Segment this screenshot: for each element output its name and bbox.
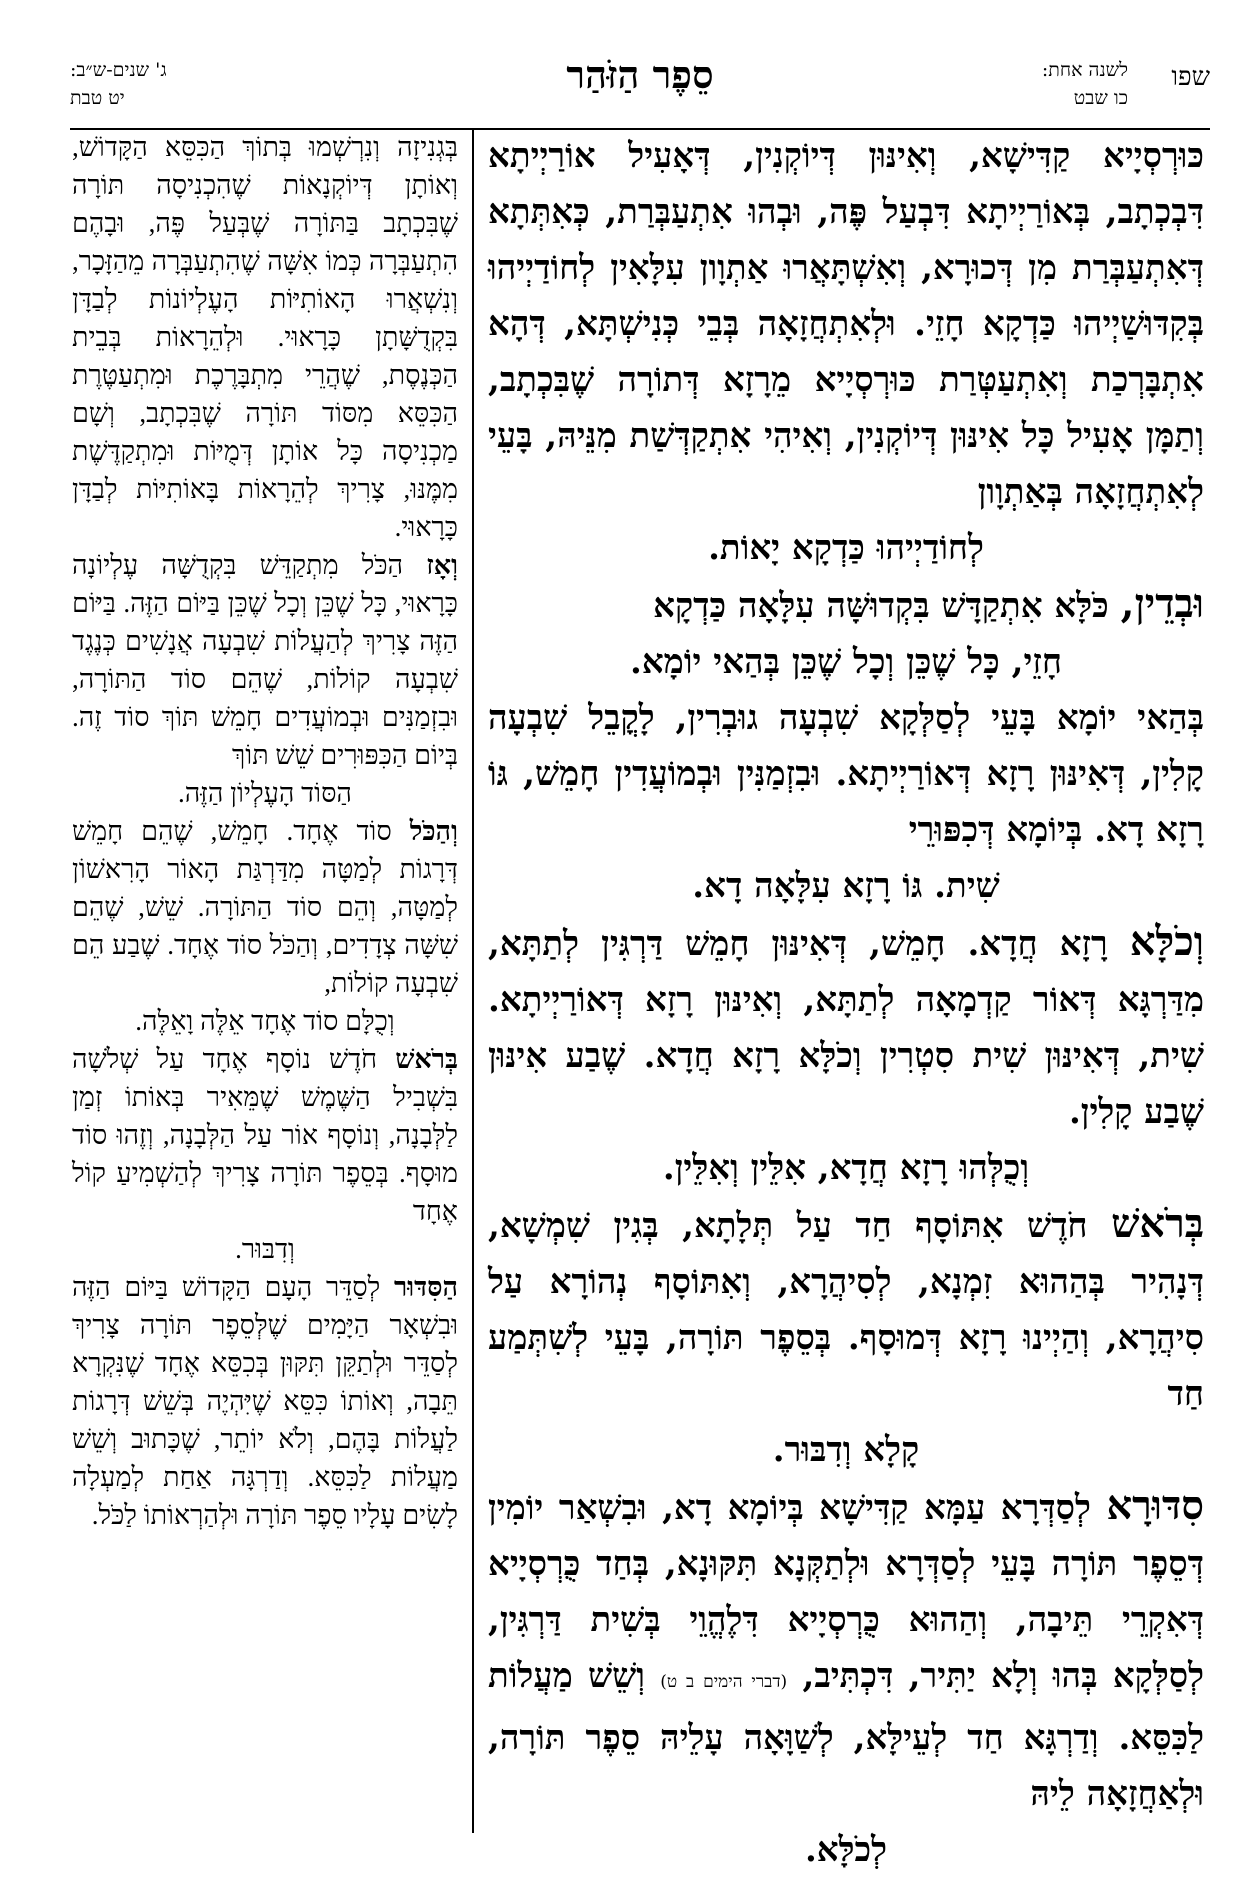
hebrew-translation-column — [72, 128, 458, 1534]
paragraph-opener: בְּרֹאשׁ — [1111, 1200, 1204, 1247]
side-paragraph-2: וְאָז הַכֹּל מִתְקַדֵּשׁ בִּקְדֻשָּׁה עֶלְיוֹנָה כָּרָאוּי, כָּל שֶׁכֵּן וְכָל שֶׁכֵּן בַּיּוֹם הַזֶּה. בַּיּוֹם הַזֶּה צָרִיךְ לְהַעֲלוֹת שִׁבְעָה אֲנָשִׁים כְּנֶגֶד שִׁבְעָה קוֹלוֹת, שֶׁהֵם סוֹד הַתּוֹרָה, וּבִזְמַנִּים וּבְמוֹעֲדִים חָמֵשׁ תּוֹךְ סוֹד זֶה. בְּיוֹם הַכִּפּוּרִים שֵׁשׁ תּוֹךְ — [72, 550, 459, 770]
paragraph-opener: הַסִּדּוּר — [393, 1272, 459, 1302]
schedule-one-year-label: לשנה אחת: — [1041, 59, 1128, 81]
main-paragraph-5-last: קָלָא וְדִבּוּר. — [772, 1430, 920, 1470]
schedule-one-year-date: כו שבט — [1073, 87, 1128, 109]
schedule-three-years — [70, 56, 167, 112]
column-divider — [472, 128, 474, 1833]
side-paragraph-3: וְהַכֹּל סוֹד אֶחָד. חָמֵשׁ, שֶׁהֵם חָמֵשׁ דְּרָגוֹת לְמַטָּה מִדַּרְגַּת הָאוֹר הָרִאשׁוֹן לְמַטָּה, וְהֵם סוֹד הַתּוֹרָה. שֵׁשׁ, שֶׁהֵם שִׁשָּׁה צְדָדִים, וְהַכֹּל סוֹד אֶחָד. שֶׁבַע הֵם שִׁבְעָה קוֹלוֹת, — [72, 816, 458, 998]
side-paragraph-1: בְּגְנִיזָה וְנִרְשְׁמוּ בְּתוֹךְ הַכִּסֵּא הַקָּדוֹשׁ, וְאוֹתָן דְּיוֹקְנָאוֹת שֶׁהִכְנִיסָה תּוֹרָה שֶׁבִּכְתָב בַּתּוֹרָה שֶׁבְּעַל פֶּה, וּבָהֶם הִתְעַבְּרָה כְּמוֹ אִשָּׁה שֶׁהִתְעַבְּרָה מֵהַזָּכָר, וְנִשְׁאֲרוּ הָאוֹתִיּוֹת הָעֶלְיוֹנוֹת לְבַדָּן בִּקְדֻשָּׁתָן כָּרָאוּי. וּלְהֵרָאוֹת בְּבֵית הַכְּנֶסֶת, שֶׁהֲרֵי מִתְבָּרֶכֶת וּמִתְעַטֶּרֶת הַכִּסֵּא מִסּוֹד תּוֹרָה שֶׁבִּכְתָב, וְשָׁם מַכְנִיסָה כָּל אוֹתָן דְּמֻיּוֹת וּמִתְקַדֶּשֶׁת מִמֶּנּוּ, צָרִיךְ לְהֵרָאוֹת בָּאוֹתִיּוֹת לְבַדָּן כָּרָאוּי. — [72, 132, 458, 542]
paragraph-opener: וְאָז — [426, 550, 459, 580]
main-paragraph-4: וְכֹלָּא רָזָא חֲדָא. חָמֵשׁ, דְּאִינּוּן חָמֵשׁ דַּרְגִּין לְתַתָּא, מִדַּרְגָּא דְּאוֹר קַדְמָאָה לְתַתָּא, וְאִינּוּן רָזָא דְּאוֹרַיְיתָא. שִׁית, דְּאִינּוּן שִׁית סִטְרִין וְכֹלָּא רָזָא חֲדָא. שֶׁבַע אִינּוּן שֶׁבַע קָלִין. — [488, 918, 1205, 1132]
schedule-three-years-label: ג' שנים-ש״ב: — [70, 59, 167, 81]
page-number: שפו — [1171, 62, 1210, 92]
paragraph-opener: וְכֹלָּא — [1129, 918, 1205, 965]
side-paragraph-2-last: הַסּוֹד הָעֶלְיוֹן הַזֶּה. — [178, 778, 352, 808]
main-paragraph-3: בְּהַאי יוֹמָא בָּעֵי לְסַלְּקָא שִׁבְעָה גוּבְרִין, לָקֳבֵל שִׁבְעָה קָלִין, דְּאִינּוּן רָזָא דְּאוֹרַיְיתָא. וּבִזְמַנִּין וּבְמוֹעֲדִין חָמֵשׁ, גּוֹ רָזָא דָא. בְּיוֹמָא דְּכִפּוּרֵי — [488, 698, 1204, 850]
paragraph-opener: וְהַכֹּל — [409, 816, 458, 846]
side-paragraph-4-last: וְדִבּוּר. — [235, 1234, 295, 1264]
main-paragraph-2: וּבְדֵין, כֹּלָּא אִתְקַדָּשׁ בִּקְדוּשָּׁה עִלָּאָה כַּדְקָא — [653, 580, 1204, 627]
main-paragraph-3-last: שִׁית. גּוֹ רָזָא עִלָּאָה דָא. — [692, 866, 1000, 906]
aramaic-text-column — [488, 128, 1204, 1878]
side-paragraph-3-last: וְכֻלָּם סוֹד אֶחָד אֵלֶּה וָאֵלֶּה. — [135, 1006, 395, 1036]
schedule-three-years-date: יט טבת — [70, 87, 125, 109]
main-paragraph-1-last: לְחוֹדַיְיהוּ כַּדְקָא יָאוֹת. — [708, 528, 984, 568]
paragraph-opener: בְּרֹאשׁ — [395, 1044, 458, 1074]
page-header — [70, 48, 1210, 128]
main-paragraph-5: בְּרֹאשׁ חֹדֶשׁ אִתּוֹסָף חַד עַל תְּלָתָא, בְּגִין שִׁמְשָׁא, דְּנָהִיר בְּהַהוּא זִמְנָא, לְסִיהֲרָא, וְאִתּוֹסָף נְהוֹרָא עַל סִיהֲרָא, וְהַיְינוּ רָזָא דְּמוּסָף. בְּסֵפֶר תּוֹרָה, בָּעֵי לְשִׁתְּמַע חַד — [488, 1200, 1204, 1414]
main-paragraph-1: כּוּרְסְיָיא קַדִּישָׁא, וְאִינּוּן דְּיוֹקְנִין, דְּאָעִיל אוֹרַיְיתָא דִּבְכְתָב, בְּאוֹרַיְיתָא דִּבְעַל פֶּה, וּבְהוּ אִתְעַבְּרַת, כְּאִתְּתָא דְּאִתְעַבְּרַת מִן דְּכוּרָא, וְאִשְׁתָּאֲרוּ אַתְוָון עִלָּאִין לְחוֹדַיְיהוּ בְּקִדּוּשַׁיְיהוּ כַּדְקָא חָזֵי. וּלְאִתְחֲזָאָה בְּבֵי כְּנִישְׁתָּא, דְּהָא אִתְבָּרְכַת וְאִתְעַטְּרַת כּוּרְסְיָיא מֵרָזָא דְּתוֹרָה שֶׁבִּכְתָב, וְתַמָּן אָעִיל כָּל אִינּוּן דְּיוֹקְנִין, וְאִיהִי אִתְקַדְּשַׁת מִנֵּיהּ, בָּעֵי לְאִתְחֲזָאָה בְּאַתְוָון — [488, 136, 1204, 512]
main-paragraph-4-last: וְכֻלְּהוּ רָזָא חֲדָא, אִלֵּין וְאִלֵּין. — [662, 1148, 1030, 1188]
book-title: סֵפֶר הַזֹּהַר — [566, 52, 714, 97]
side-paragraph-4: בְּרֹאשׁ חֹדֶשׁ נוֹסָף אֶחָד עַל שְׁלֹשָׁה בִּשְׁבִיל הַשֶּׁמֶשׁ שֶׁמֵּאִיר בְּאוֹתוֹ זְמַן לַלְּבָנָה, וְנוֹסָף אוֹר עַל הַלְּבָנָה, וְזֶהוּ סוֹד מוּסָף. בְּסֵפֶר תּוֹרָה צָרִיךְ לְהַשְׁמִיעַ קוֹל אֶחָד — [72, 1044, 458, 1226]
main-paragraph-2-last: חָזֵי, כָּל שֶׁכֵּן וְכָל שֶׁכֵּן בְּהַאי יוֹמָא. — [630, 642, 1062, 682]
main-paragraph-6: סִדּוּרָא לְסַדְּרָא עַמָּא קַדִּישָׁא בְּיוֹמָא דָא, וּבִשְׁאַר יוֹמִין דְּסֵפֶר תּוֹרָה בָּעֵי לְסַדְּרָא וּלְתַקְּנָא תִּקּוּנָא, בְּחַד כֻּרְסְיָיא דְּאִקְרֵי תֵּיבָה, וְהַהוּא כֻּרְסְיָיא דִּלֶהֱוֵי בְּשִׁית דַּרְגִּין, לְסַלְּקָא בְּהוּ וְלָא יַתִּיר, דִּכְתִּיב, (דברי הימים ב ט) וְשֵׁשׁ מַעֲלוֹת לַכִּסֵּא. וְדַרְגָּא חַד לְעֵילָּא, לְשַׁוָּאָה עָלֵיהּ סֵפֶר תּוֹרָה, וּלְאַחֲזָאָה לֵיהּ — [488, 1482, 1204, 1814]
side-paragraph-5: הַסִּדּוּר לְסַדֵּר הָעָם הַקָּדוֹשׁ בַּיּוֹם הַזֶּה וּבִשְׁאָר הַיָּמִים שֶׁלְּסֵפֶר תּוֹרָה צָרִיךְ לְסַדֵּר וּלְתַקֵּן תִּקּוּן בְּכִסֵּא אֶחָד שֶׁנִּקְרָא תֵּבָה, וְאוֹתוֹ כִּסֵּא שֶׁיִּהְיֶה בְּשֵׁשׁ דְּרָגוֹת לַעֲלוֹת בָּהֶם, וְלֹא יוֹתֵר, שֶׁכָּתוּב וְשֵׁשׁ מַעֲלוֹת לַכִּסֵּא. וְדַרְגָּה אַחַת לְמַעְלָה לָשִׂים עָלָיו סֵפֶר תּוֹרָה וּלְהַרְאוֹתוֹ לַכֹּל. — [72, 1272, 459, 1530]
paragraph-opener: סִדּוּרָא — [1106, 1482, 1204, 1529]
paragraph-opener: וּבְדֵין, — [1120, 580, 1204, 627]
main-paragraph-6-last: לְכֹלָּא. — [804, 1830, 888, 1870]
scripture-reference: (דברי הימים ב ט) — [660, 1672, 788, 1692]
